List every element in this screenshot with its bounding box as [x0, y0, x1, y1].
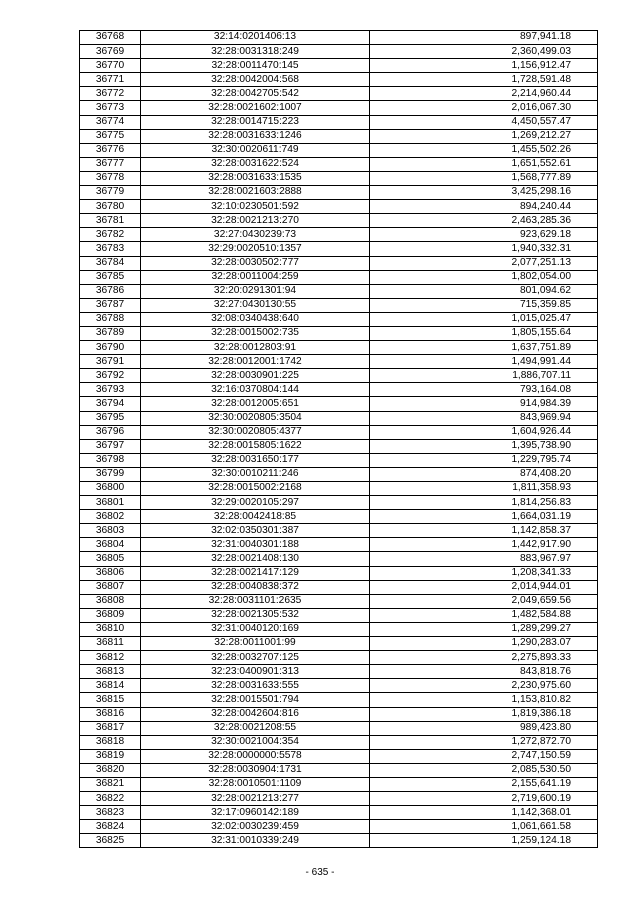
- cadastral-number-cell: 32:28:0021213:270: [141, 214, 370, 228]
- table-row: [80, 651, 598, 665]
- cadastral-value-cell: 1,153,810.82: [370, 693, 598, 707]
- table-row: [80, 566, 598, 580]
- row-number-cell: 36785: [80, 270, 141, 284]
- cadastral-value-cell: 1,728,591.48: [370, 73, 598, 87]
- cadastral-value-cell: 1,811,358.93: [370, 482, 598, 496]
- cadastral-value-cell: 914,984.39: [370, 397, 598, 411]
- cadastral-value-cell: 1,061,661.58: [370, 820, 598, 834]
- cadastral-number-cell: 32:28:0015002:735: [141, 326, 370, 340]
- table-row: [80, 594, 598, 608]
- row-number-cell: 36818: [80, 735, 141, 749]
- table-row: [80, 242, 598, 256]
- cadastral-value-cell: 894,240.44: [370, 200, 598, 214]
- table-row: [80, 298, 598, 312]
- cadastral-number-cell: 32:02:0030239:459: [141, 820, 370, 834]
- cadastral-number-cell: 32:28:0015501:794: [141, 693, 370, 707]
- table-row: [80, 538, 598, 552]
- cadastral-number-cell: 32:28:0042004:568: [141, 73, 370, 87]
- cadastral-number-cell: 32:30:0021004:354: [141, 735, 370, 749]
- cadastral-number-cell: 32:28:0031633:555: [141, 679, 370, 693]
- cadastral-value-cell: 1,494,991.44: [370, 355, 598, 369]
- cadastral-number-cell: 32:28:0042418:85: [141, 510, 370, 524]
- cadastral-number-cell: 32:30:0020805:4377: [141, 425, 370, 439]
- cadastral-value-cell: 2,049,659.56: [370, 594, 598, 608]
- row-number-cell: 36813: [80, 665, 141, 679]
- cadastral-value-cell: 715,359.85: [370, 298, 598, 312]
- row-number-cell: 36778: [80, 171, 141, 185]
- cadastral-number-cell: 32:28:0011470:145: [141, 59, 370, 73]
- cadastral-value-cell: 1,455,502.26: [370, 143, 598, 157]
- cadastral-value-cell: 843,818.76: [370, 665, 598, 679]
- table-row: [80, 425, 598, 439]
- row-number-cell: 36804: [80, 538, 141, 552]
- row-number-cell: 36796: [80, 425, 141, 439]
- table-row: [80, 270, 598, 284]
- table-row: [80, 721, 598, 735]
- table-row: [80, 735, 598, 749]
- row-number-cell: 36812: [80, 651, 141, 665]
- cadastral-value-cell: 1,940,332.31: [370, 242, 598, 256]
- table-row: [80, 467, 598, 481]
- cadastral-value-cell: 1,289,299.27: [370, 622, 598, 636]
- row-number-cell: 36825: [80, 834, 141, 848]
- row-number-cell: 36782: [80, 228, 141, 242]
- row-number-cell: 36797: [80, 439, 141, 453]
- table-row: [80, 228, 598, 242]
- cadastral-value-cell: 1,886,707.11: [370, 369, 598, 383]
- table-row: [80, 59, 598, 73]
- table-row: [80, 256, 598, 270]
- cadastral-number-cell: 32:28:0030502:777: [141, 256, 370, 270]
- row-number-cell: 36791: [80, 355, 141, 369]
- row-number-cell: 36779: [80, 186, 141, 200]
- cadastral-number-cell: 32:28:0010501:1109: [141, 777, 370, 791]
- row-number-cell: 36808: [80, 594, 141, 608]
- cadastral-value-cell: 843,969.94: [370, 411, 598, 425]
- cadastral-number-cell: 32:28:0042604:816: [141, 707, 370, 721]
- row-number-cell: 36775: [80, 129, 141, 143]
- cadastral-number-cell: 32:28:0040838:372: [141, 580, 370, 594]
- cadastral-value-cell: 989,423.80: [370, 721, 598, 735]
- cadastral-number-cell: 32:28:0031633:1246: [141, 129, 370, 143]
- cadastral-number-cell: 32:28:0011001:99: [141, 637, 370, 651]
- table-row: [80, 552, 598, 566]
- row-number-cell: 36772: [80, 87, 141, 101]
- cadastral-value-cell: 2,014,944.01: [370, 580, 598, 594]
- cadastral-value-cell: 1,142,368.01: [370, 806, 598, 820]
- cadastral-number-cell: 32:29:0020510:1357: [141, 242, 370, 256]
- table-row: [80, 411, 598, 425]
- cadastral-value-cell: 1,272,872.70: [370, 735, 598, 749]
- cadastral-number-cell: 32:31:0010339:249: [141, 834, 370, 848]
- cadastral-value-cell: 2,085,530.50: [370, 763, 598, 777]
- row-number-cell: 36816: [80, 707, 141, 721]
- table-row: [80, 171, 598, 185]
- table-row: [80, 355, 598, 369]
- cadastral-number-cell: 32:28:0021208:55: [141, 721, 370, 735]
- cadastral-value-cell: 1,269,212.27: [370, 129, 598, 143]
- cadastral-number-cell: 32:28:0021417:129: [141, 566, 370, 580]
- row-number-cell: 36811: [80, 637, 141, 651]
- cadastral-number-cell: 32:08:0340438:640: [141, 312, 370, 326]
- table-row: [80, 580, 598, 594]
- row-number-cell: 36801: [80, 496, 141, 510]
- table-row: [80, 482, 598, 496]
- cadastral-value-cell: 2,230,975.60: [370, 679, 598, 693]
- table-row: [80, 792, 598, 806]
- cadastral-number-cell: 32:28:0031650:177: [141, 453, 370, 467]
- cadastral-value-cell: 4,450,557.47: [370, 115, 598, 129]
- cadastral-value-cell: 897,941.18: [370, 31, 598, 45]
- row-number-cell: 36823: [80, 806, 141, 820]
- cadastral-number-cell: 32:28:0012001:1742: [141, 355, 370, 369]
- cadastral-number-cell: 32:28:0032707:125: [141, 651, 370, 665]
- cadastral-value-cell: 2,016,067.30: [370, 101, 598, 115]
- table-row: [80, 101, 598, 115]
- table-row: [80, 87, 598, 101]
- cadastral-number-cell: 32:17:0960142:189: [141, 806, 370, 820]
- table-row: [80, 608, 598, 622]
- cadastral-number-cell: 32:20:0291301:94: [141, 284, 370, 298]
- table-row: [80, 777, 598, 791]
- cadastral-value-cell: 2,275,893.33: [370, 651, 598, 665]
- table-row: [80, 214, 598, 228]
- table-row: [80, 31, 598, 45]
- cadastral-value-cell: 1,568,777.89: [370, 171, 598, 185]
- table-row: [80, 45, 598, 59]
- cadastral-number-cell: 32:28:0015002:2168: [141, 482, 370, 496]
- table-row: [80, 510, 598, 524]
- table-row: [80, 439, 598, 453]
- cadastral-number-cell: 32:28:0012005:651: [141, 397, 370, 411]
- cadastral-number-cell: 32:23:0400901:313: [141, 665, 370, 679]
- cadastral-number-cell: 32:28:0021602:1007: [141, 101, 370, 115]
- table-row: [80, 763, 598, 777]
- row-number-cell: 36771: [80, 73, 141, 87]
- table-row: [80, 496, 598, 510]
- cadastral-value-cell: 2,360,499.03: [370, 45, 598, 59]
- cadastral-number-cell: 32:02:0350301:387: [141, 524, 370, 538]
- row-number-cell: 36798: [80, 453, 141, 467]
- cadastral-value-cell: 3,425,298.16: [370, 186, 598, 200]
- cadastral-number-cell: 32:27:0430239:73: [141, 228, 370, 242]
- cadastral-number-cell: 32:28:0021213:277: [141, 792, 370, 806]
- row-number-cell: 36789: [80, 326, 141, 340]
- cadastral-number-cell: 32:14:0201406:13: [141, 31, 370, 45]
- row-number-cell: 36774: [80, 115, 141, 129]
- table-row: [80, 397, 598, 411]
- cadastral-value-cell: 1,229,795.74: [370, 453, 598, 467]
- table-row: [80, 806, 598, 820]
- cadastral-number-cell: 32:28:0012803:91: [141, 341, 370, 355]
- table-row: [80, 524, 598, 538]
- table-body: [80, 31, 598, 848]
- row-number-cell: 36820: [80, 763, 141, 777]
- cadastral-value-cell: 1,142,858.37: [370, 524, 598, 538]
- cadastral-number-cell: 32:28:0031622:524: [141, 157, 370, 171]
- row-number-cell: 36795: [80, 411, 141, 425]
- table-row: [80, 637, 598, 651]
- row-number-cell: 36792: [80, 369, 141, 383]
- cadastral-value-cell: 1,015,025.47: [370, 312, 598, 326]
- table-row: [80, 73, 598, 87]
- cadastral-value-cell: 1,664,031.19: [370, 510, 598, 524]
- cadastral-number-cell: 32:28:0011004:259: [141, 270, 370, 284]
- cadastral-number-cell: 32:28:0031633:1535: [141, 171, 370, 185]
- row-number-cell: 36788: [80, 312, 141, 326]
- cadastral-value-table: [79, 30, 598, 848]
- cadastral-value-cell: 1,819,386.18: [370, 707, 598, 721]
- row-number-cell: 36787: [80, 298, 141, 312]
- table-row: [80, 707, 598, 721]
- row-number-cell: 36805: [80, 552, 141, 566]
- row-number-cell: 36807: [80, 580, 141, 594]
- cadastral-value-cell: 874,408.20: [370, 467, 598, 481]
- cadastral-value-cell: 1,442,917.90: [370, 538, 598, 552]
- cadastral-value-cell: 1,802,054.00: [370, 270, 598, 284]
- table-row: [80, 115, 598, 129]
- table-row: [80, 453, 598, 467]
- cadastral-number-cell: 32:28:0021603:2888: [141, 186, 370, 200]
- cadastral-value-cell: 2,747,150.59: [370, 749, 598, 763]
- cadastral-number-cell: 32:28:0014715:223: [141, 115, 370, 129]
- row-number-cell: 36773: [80, 101, 141, 115]
- cadastral-number-cell: 32:28:0042705:542: [141, 87, 370, 101]
- table-row: [80, 679, 598, 693]
- cadastral-number-cell: 32:31:0040301:188: [141, 538, 370, 552]
- cadastral-number-cell: 32:31:0040120:169: [141, 622, 370, 636]
- table-row: [80, 326, 598, 340]
- row-number-cell: 36802: [80, 510, 141, 524]
- cadastral-number-cell: 32:16:0370804:144: [141, 383, 370, 397]
- cadastral-value-cell: 1,208,341.33: [370, 566, 598, 580]
- table-row: [80, 284, 598, 298]
- cadastral-value-cell: 923,629.18: [370, 228, 598, 242]
- cadastral-number-cell: 32:10:0230501:592: [141, 200, 370, 214]
- table-row: [80, 834, 598, 848]
- cadastral-value-cell: 2,719,600.19: [370, 792, 598, 806]
- cadastral-number-cell: 32:28:0015805:1622: [141, 439, 370, 453]
- row-number-cell: 36794: [80, 397, 141, 411]
- row-number-cell: 36783: [80, 242, 141, 256]
- cadastral-number-cell: 32:30:0020611:749: [141, 143, 370, 157]
- row-number-cell: 36793: [80, 383, 141, 397]
- cadastral-number-cell: 32:28:0021305:532: [141, 608, 370, 622]
- cadastral-number-cell: 32:30:0010211:246: [141, 467, 370, 481]
- table-row: [80, 143, 598, 157]
- row-number-cell: 36819: [80, 749, 141, 763]
- row-number-cell: 36810: [80, 622, 141, 636]
- row-number-cell: 36770: [80, 59, 141, 73]
- table-row: [80, 383, 598, 397]
- cadastral-value-cell: 1,482,584.88: [370, 608, 598, 622]
- table-row: [80, 622, 598, 636]
- cadastral-value-cell: 793,164.08: [370, 383, 598, 397]
- table-row: [80, 129, 598, 143]
- table-row: [80, 749, 598, 763]
- table-row: [80, 312, 598, 326]
- cadastral-value-cell: 1,395,738.90: [370, 439, 598, 453]
- cadastral-value-cell: 1,814,256.83: [370, 496, 598, 510]
- cadastral-value-cell: 1,259,124.18: [370, 834, 598, 848]
- cadastral-value-cell: 2,214,960.44: [370, 87, 598, 101]
- row-number-cell: 36799: [80, 467, 141, 481]
- table-row: [80, 693, 598, 707]
- row-number-cell: 36790: [80, 341, 141, 355]
- row-number-cell: 36817: [80, 721, 141, 735]
- row-number-cell: 36786: [80, 284, 141, 298]
- row-number-cell: 36809: [80, 608, 141, 622]
- cadastral-number-cell: 32:28:0030904:1731: [141, 763, 370, 777]
- row-number-cell: 36824: [80, 820, 141, 834]
- page-number: - 635 -: [305, 867, 335, 878]
- table-row: [80, 157, 598, 171]
- cadastral-value-cell: 1,604,926.44: [370, 425, 598, 439]
- row-number-cell: 36780: [80, 200, 141, 214]
- table-row: [80, 820, 598, 834]
- cadastral-number-cell: 32:28:0021408:130: [141, 552, 370, 566]
- row-number-cell: 36803: [80, 524, 141, 538]
- table-row: [80, 200, 598, 214]
- row-number-cell: 36768: [80, 31, 141, 45]
- table-row: [80, 369, 598, 383]
- cadastral-number-cell: 32:30:0020805:3504: [141, 411, 370, 425]
- row-number-cell: 36800: [80, 482, 141, 496]
- cadastral-number-cell: 32:28:0031101:2635: [141, 594, 370, 608]
- cadastral-number-cell: 32:28:0030901:225: [141, 369, 370, 383]
- row-number-cell: 36784: [80, 256, 141, 270]
- row-number-cell: 36781: [80, 214, 141, 228]
- table-row: [80, 341, 598, 355]
- row-number-cell: 36777: [80, 157, 141, 171]
- table-row: [80, 186, 598, 200]
- cadastral-value-cell: 1,805,155.64: [370, 326, 598, 340]
- row-number-cell: 36814: [80, 679, 141, 693]
- cadastral-value-cell: 1,637,751.89: [370, 341, 598, 355]
- cadastral-value-cell: 1,651,552.61: [370, 157, 598, 171]
- cadastral-value-cell: 2,155,641.19: [370, 777, 598, 791]
- row-number-cell: 36815: [80, 693, 141, 707]
- cadastral-number-cell: 32:27:0430130:55: [141, 298, 370, 312]
- row-number-cell: 36821: [80, 777, 141, 791]
- cadastral-value-cell: 1,290,283.07: [370, 637, 598, 651]
- cadastral-value-cell: 1,156,912.47: [370, 59, 598, 73]
- cadastral-value-cell: 883,967.97: [370, 552, 598, 566]
- cadastral-value-cell: 801,094.62: [370, 284, 598, 298]
- table-row: [80, 665, 598, 679]
- row-number-cell: 36776: [80, 143, 141, 157]
- cadastral-value-cell: 2,077,251.13: [370, 256, 598, 270]
- cadastral-value-cell: 2,463,285.36: [370, 214, 598, 228]
- cadastral-number-cell: 32:28:0000000:5578: [141, 749, 370, 763]
- cadastral-number-cell: 32:28:0031318:249: [141, 45, 370, 59]
- row-number-cell: 36806: [80, 566, 141, 580]
- row-number-cell: 36822: [80, 792, 141, 806]
- row-number-cell: 36769: [80, 45, 141, 59]
- cadastral-number-cell: 32:29:0020105:297: [141, 496, 370, 510]
